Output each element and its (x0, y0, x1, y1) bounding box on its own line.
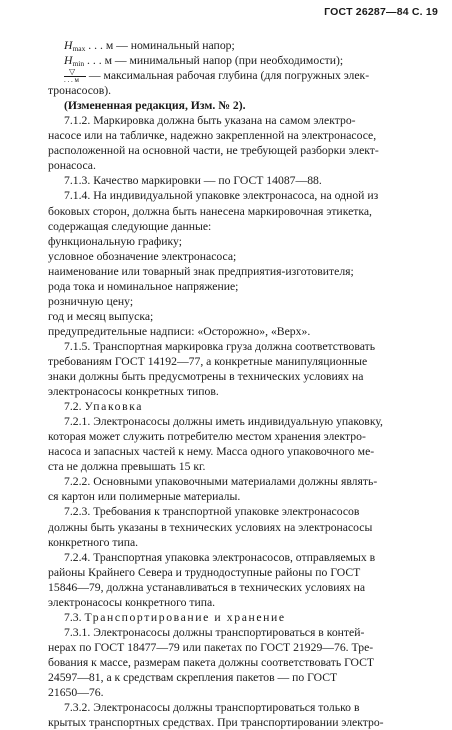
definition-line: $H_{max}$ . . . м — номинальный напор; (64, 39, 235, 53)
text-line: крытых транспортных средствах. При транспортировании электро- (48, 716, 384, 730)
text-line: должны быть указаны в технических условиях на электронасосы (48, 520, 373, 534)
text-line: год и месяц выпуска; (48, 309, 154, 323)
text-line: тронасосов). (48, 84, 112, 98)
text-line: 7.1.5. Транспортная маркировка груза должна соответствовать (64, 339, 376, 353)
text-line: 24597—81, а к средствам скрепления пакетов — по ГОСТ (48, 670, 338, 684)
text-line: 15846—79, должна устанавливаться в технических условиях на (48, 580, 366, 594)
page-header: ГОСТ 26287—84 С. 19 (324, 6, 438, 18)
text-line: 7.1.3. Качество маркировки — по ГОСТ 14087—88. (64, 174, 322, 188)
text-line: 7.3.1. Электронасосы должны транспортироваться в контей- (64, 625, 365, 639)
text-line: 7.2.1. Электронасосы должны иметь индивидуальную упаковку, (64, 415, 383, 429)
text-line: бования к массе, размерам пакета должны соответствовать ГОСТ (48, 655, 375, 669)
text-line: наименование или товарный знак предприятия-изготовителя; (48, 264, 354, 278)
text-line: 7.1.2. Маркировка должна быть указана на самом электро- (64, 114, 356, 128)
definition-line: $H_{min}$ . . . м — минимальный напор (при необходимости); (64, 54, 344, 69)
text-line: боковых сторон, должна быть нанесена маркировочная этикетка, (48, 204, 372, 218)
text-line: которая может служить потребителю местом хранения электро- (48, 430, 366, 444)
water-level-symbol: ▽ . . . м (64, 68, 86, 83)
text-line: 7.3. Транспортирование и хранение (64, 610, 286, 624)
symbol: $H_{max}$ (64, 39, 86, 53)
text-line: ста не должна превышать 15 кг. (48, 460, 206, 474)
text-line: электронасосы конкретных типов. (48, 385, 219, 399)
text-line: ронасоса. (48, 159, 96, 173)
text-line: розничную цену; (48, 294, 134, 308)
text-line: знаки должны быть предусмотрены в технических условиях на (48, 370, 364, 384)
text-line: конкретного типа. (48, 535, 139, 549)
text-line: условное обозначение электронасоса; (48, 249, 237, 263)
text-line: 7.2.2. Основными упаковочными материалами должны являть- (64, 475, 378, 489)
text-line: 7.1.4. На индивидуальной упаковке электронасоса, на одной из (64, 189, 379, 203)
text-line: 7.3.2. Электронасосы должны транспортироваться только в (64, 701, 360, 715)
definition-line: ▽ . . . м — максимальная рабочая глубина (для погружных элек- (64, 68, 370, 84)
text-line: 7.2. Упаковка (64, 400, 144, 414)
text-line: рода тока и номинальное напряжение; (48, 279, 239, 293)
text-line: (Измененная редакция, Изм. № 2). (64, 99, 246, 113)
text-line: требованиям ГОСТ 14192—77, а конкретные манипуляционные (48, 354, 368, 368)
text-line: нерах по ГОСТ 18477—79 или пакетах по ГОСТ 21929—76. Тре- (48, 640, 374, 654)
text-line: 7.2.4. Транспортная упаковка электронасосов, отправляемых в (64, 550, 376, 564)
triangle-icon: ▽ (69, 68, 76, 77)
text-line: насоса и запасных частей к нему. Масса одного упаковочного ме- (48, 445, 375, 459)
text-line: расположенной на основной части, не требующей разборки элект- (48, 144, 379, 158)
text-line: электронасосы конкретного типа. (48, 595, 216, 609)
symbol: $H_{min}$ (64, 54, 85, 69)
text-line: содержащая следующие данные: (48, 219, 212, 233)
text-line: 21650—76. (48, 686, 104, 700)
text-line: функциональную графику; (48, 234, 182, 248)
text-line: ся картон или полимерные материалы. (48, 490, 241, 504)
text-line: насосе или на табличке, надежно закрепленной на электронасосе, (48, 129, 377, 143)
text-line: районы Крайнего Севера и труднодоступные районы по ГОСТ (48, 565, 361, 579)
text-line: 7.2.3. Требования к транспортной упаковке электронасосов (64, 505, 360, 519)
text-line: предупредительные надписи: «Осторожно», «Верх». (48, 324, 311, 338)
document-body (48, 38, 438, 730)
